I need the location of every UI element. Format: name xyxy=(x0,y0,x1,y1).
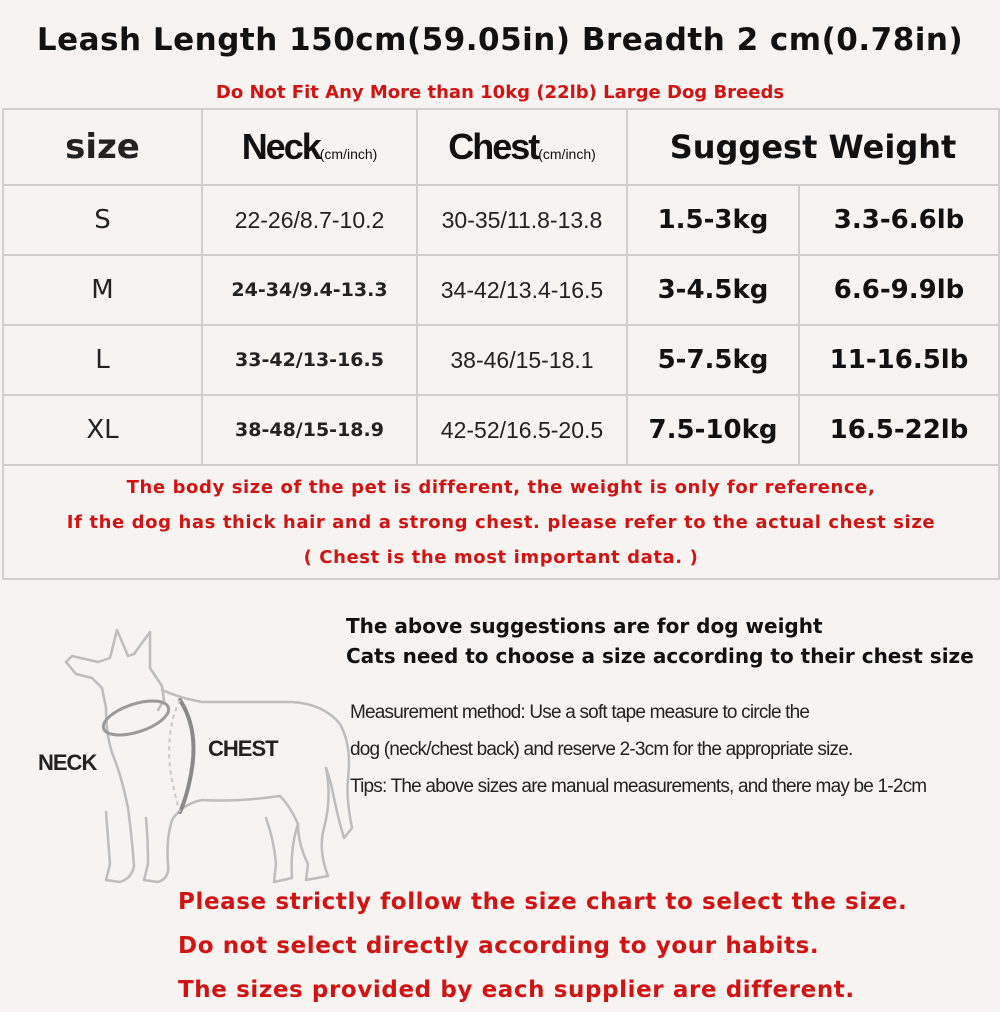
weight-lb-cell: 6.6-9.9lb xyxy=(799,255,999,325)
measurement-line: Tips: The above sizes are manual measurements, and there may be 1-2cm xyxy=(350,776,927,797)
note-line: The body size of the pet is different, the weight is only for reference, xyxy=(126,476,876,498)
measurement-line: dog (neck/chest back) and reserve 2-3cm for the appropriate size. xyxy=(350,739,853,760)
table-note-row xyxy=(3,465,999,579)
bottom-warning-line: Do not select directly according to your habits. xyxy=(178,933,820,959)
suggestion-line: Cats need to choose a size according to their chest size xyxy=(346,644,974,668)
header-neck-unit: (cm/inch) xyxy=(319,146,378,162)
table-row xyxy=(3,325,999,395)
table-note xyxy=(3,465,999,579)
neck-cell: 33-42/13-16.5 xyxy=(202,325,417,395)
header-size: size xyxy=(3,109,202,185)
weight-limit-warning: Do Not Fit Any More than 10kg (22lb) Large Dog Breeds xyxy=(215,82,785,103)
bottom-warning-line: Please strictly follow the size chart to select the size. xyxy=(178,889,908,915)
header-suggest-weight: Suggest Weight xyxy=(627,109,999,185)
weight-kg-cell: 5-7.5kg xyxy=(627,325,799,395)
header-chest-unit: (cm/inch) xyxy=(538,146,596,162)
dog-outline-icon xyxy=(62,628,362,898)
page-title: Leash Length 150cm(59.05in) Breadth 2 cm(0.78in) xyxy=(36,22,964,58)
note-line: If the dog has thick hair and a strong chest. please refer to the actual chest size xyxy=(66,511,936,533)
chest-cell: 42-52/16.5-20.5 xyxy=(417,395,627,465)
weight-kg-cell: 1.5-3kg xyxy=(627,185,799,255)
suggestion-line: The above suggestions are for dog weight xyxy=(346,614,823,638)
table-row xyxy=(3,255,999,325)
weight-lb-cell: 16.5-22lb xyxy=(799,395,999,465)
bottom-warning-line: The sizes provided by each supplier are different. xyxy=(178,977,855,1003)
neck-cell: 22-26/8.7-10.2 xyxy=(202,185,417,255)
weight-kg-cell: 7.5-10kg xyxy=(627,395,799,465)
neck-cell: 38-48/15-18.9 xyxy=(202,395,417,465)
table-header-row xyxy=(3,109,999,185)
weight-lb-cell: 3.3-6.6lb xyxy=(799,185,999,255)
chest-cell: 30-35/11.8-13.8 xyxy=(417,185,627,255)
header-neck xyxy=(202,109,417,185)
chest-label: CHEST xyxy=(208,736,278,761)
weight-kg-cell: 3-4.5kg xyxy=(627,255,799,325)
measurement-line: Measurement method: Use a soft tape measure to circle the xyxy=(350,702,810,723)
size-cell: S xyxy=(3,185,202,255)
chest-cell: 38-46/15-18.1 xyxy=(417,325,627,395)
bottom-warning xyxy=(178,880,907,1012)
chest-cell: 34-42/13.4-16.5 xyxy=(417,255,627,325)
table-row xyxy=(3,395,999,465)
neck-label: NECK xyxy=(38,750,97,775)
suggestions-text xyxy=(346,611,974,671)
header-chest-label: Chest xyxy=(448,126,539,167)
size-cell: M xyxy=(3,255,202,325)
weight-lb-cell: 11-16.5lb xyxy=(799,325,999,395)
table-row xyxy=(3,185,999,255)
size-chart-table xyxy=(2,108,1000,580)
size-cell: XL xyxy=(3,395,202,465)
measurement-method-text xyxy=(350,694,926,805)
header-neck-label: Neck xyxy=(241,126,320,167)
neck-cell: 24-34/9.4-13.3 xyxy=(202,255,417,325)
note-line: ( Chest is the most important data. ) xyxy=(303,546,699,568)
size-cell: L xyxy=(3,325,202,395)
header-chest xyxy=(417,109,627,185)
